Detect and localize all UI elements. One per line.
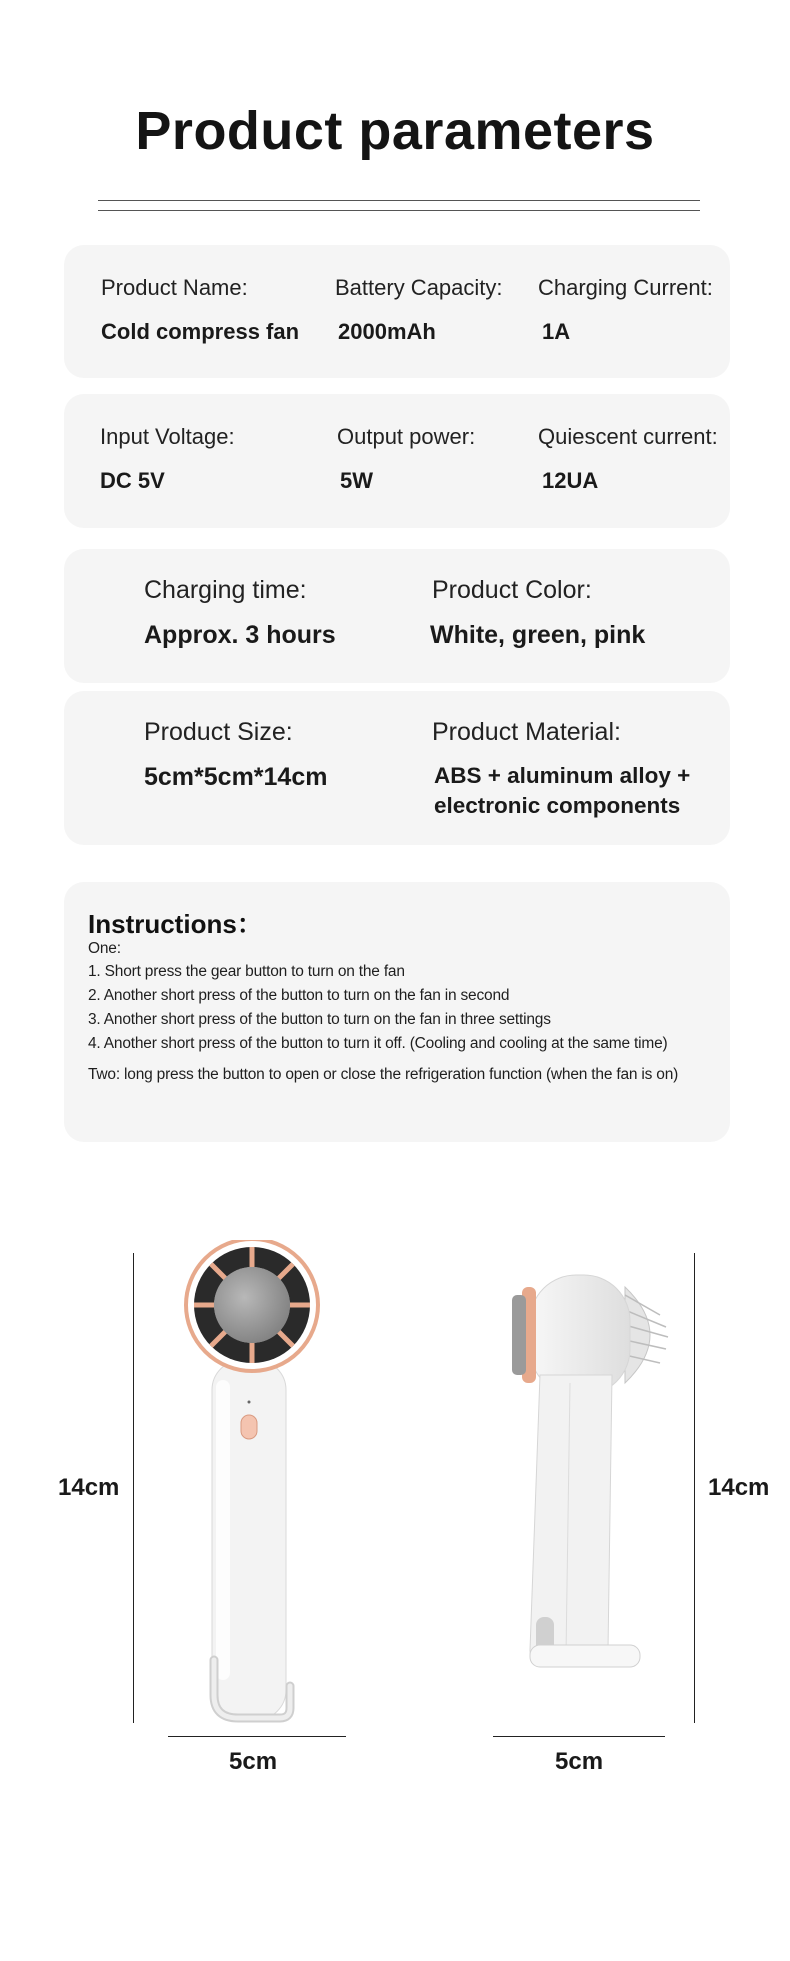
fan-front-view-icon — [172, 1240, 332, 1730]
spec-label-product-name: Product Name: — [101, 275, 248, 300]
spec-label-output-power: Output power: — [337, 424, 476, 449]
instructions-line: One: — [88, 940, 121, 957]
spec-value-quiescent-current: 12UA — [542, 468, 599, 493]
spec-value-product-name: Cold compress fan — [101, 319, 300, 344]
spec-label-charging-current: Charging Current: — [538, 275, 713, 300]
instructions-line: 1. Short press the gear button to turn on the fan — [88, 963, 405, 980]
spec-card-2 — [64, 394, 730, 528]
spec-label-quiescent-current: Quiescent current: — [538, 424, 718, 449]
spec-value-output-power: 5W — [340, 468, 373, 493]
side-width-label: 5cm — [555, 1748, 604, 1775]
front-height-label: 14cm — [58, 1474, 120, 1501]
front-height-line — [133, 1253, 134, 1723]
spec-card-4 — [64, 691, 730, 845]
spec-card-1 — [64, 245, 730, 378]
spec-value-input-voltage: DC 5V — [100, 468, 165, 493]
title-rule-bottom — [98, 210, 700, 211]
side-height-line — [694, 1253, 695, 1723]
instructions-line: 4. Another short press of the button to turn it off. (Cooling and cooling at the same time) — [88, 1035, 668, 1052]
side-height-label: 14cm — [708, 1474, 770, 1501]
instructions-line: 2. Another short press of the button to turn on the fan in second — [88, 987, 510, 1004]
front-width-label: 5cm — [229, 1748, 278, 1775]
spec-value-product-color: White, green, pink — [430, 621, 646, 649]
page-title: Product parameters — [135, 101, 655, 161]
spec-value-product-size: 5cm*5cm*14cm — [144, 763, 328, 791]
spec-value-battery: 2000mAh — [338, 319, 436, 344]
spec-label-battery: Battery Capacity: — [335, 275, 503, 300]
spec-card-3 — [64, 549, 730, 683]
instructions-card — [64, 882, 730, 1142]
side-width-line — [493, 1736, 665, 1737]
fan-side-view-icon — [500, 1265, 680, 1685]
instructions-line: Two: long press the button to open or close the refrigeration function (when the fan is on) — [88, 1066, 679, 1083]
spec-label-charging-time: Charging time: — [144, 576, 307, 604]
spec-label-product-size: Product Size: — [144, 718, 293, 746]
spec-label-product-color: Product Color: — [432, 576, 592, 604]
front-width-line — [168, 1736, 346, 1737]
spec-label-input-voltage: Input Voltage: — [100, 424, 235, 449]
instructions-line: 3. Another short press of the button to turn on the fan in three settings — [88, 1011, 551, 1028]
spec-value-product-material: ABS + aluminum alloy + electronic components — [434, 763, 691, 818]
spec-value-charging-current: 1A — [542, 319, 571, 344]
instructions-title: Instructions： — [88, 909, 263, 939]
title-rule-top — [98, 200, 700, 201]
spec-label-product-material: Product Material: — [432, 718, 621, 746]
spec-value-charging-time: Approx. 3 hours — [144, 621, 336, 649]
